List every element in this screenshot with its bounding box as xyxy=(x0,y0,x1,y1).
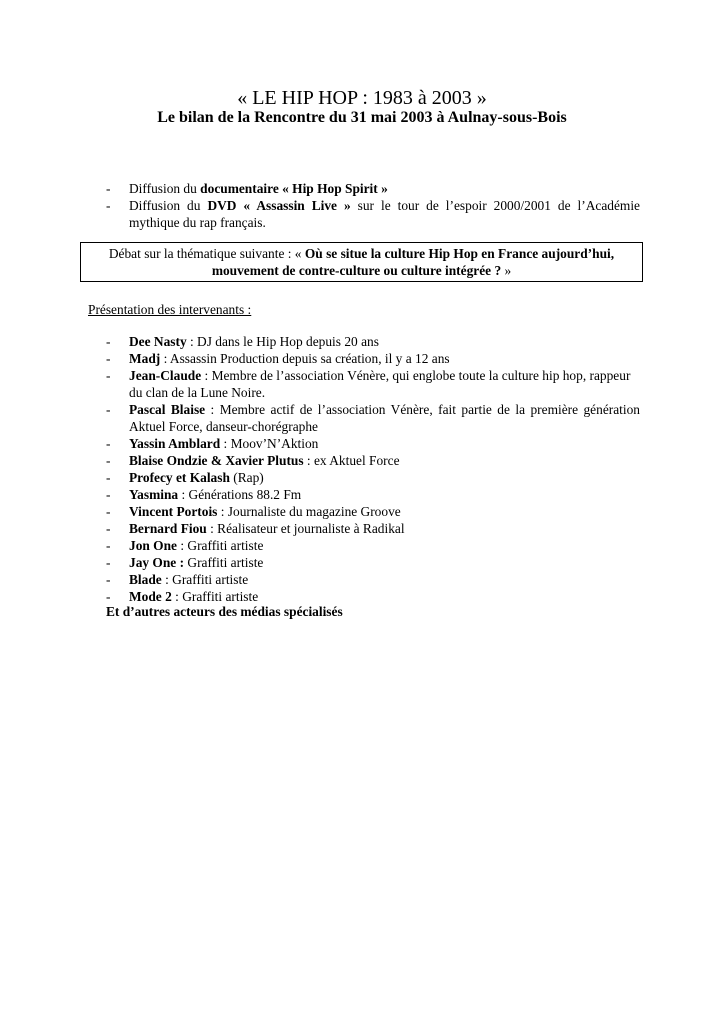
speaker-item xyxy=(106,367,640,401)
document-subtitle: Le bilan de la Rencontre du 31 mai 2003 à Aulnay-sous-Bois xyxy=(157,109,567,126)
speaker-name: Yassin Amblard xyxy=(129,436,221,451)
diffusion-title: documentaire « Hip Hop Spirit » xyxy=(200,181,388,196)
speaker-item xyxy=(106,435,640,452)
speaker-name: Pascal Blaise xyxy=(129,402,206,417)
speaker-desc: : Assassin Production depuis sa création, il y a 12 ans xyxy=(160,351,450,366)
bullet-dash: - xyxy=(106,402,111,417)
speaker-desc: : Graffiti artiste xyxy=(177,538,264,553)
speaker-desc: : Membre de l’association Vénère, qui englobe toute la culture hip hop, rappeur du clan de la Lune Noire. xyxy=(129,368,631,400)
speaker-desc: : DJ dans le Hip Hop depuis 20 ans xyxy=(186,334,379,349)
debate-prefix: Débat sur la thématique suivante : « xyxy=(108,246,305,261)
speaker-item xyxy=(106,503,640,520)
speaker-list xyxy=(106,333,640,605)
speaker-desc: : Graffiti artiste xyxy=(171,589,259,604)
speaker-item xyxy=(106,520,640,537)
bullet-dash: - xyxy=(106,487,111,502)
speaker-name: Mode 2 xyxy=(129,589,172,604)
debate-question: Où se situe la culture Hip Hop en France aujourd’hui, mouvement de contre-culture ou culture intégrée ? xyxy=(211,246,615,278)
speaker-desc: : Générations 88.2 Fm xyxy=(178,487,302,502)
closing-line: Et d’autres acteurs des médias spécialisés xyxy=(106,604,343,619)
speaker-name: Blaise Ondzie & Xavier Plutus xyxy=(129,453,304,468)
speaker-item xyxy=(106,350,640,367)
document-title: « LE HIP HOP : 1983 à 2003 » xyxy=(237,87,487,109)
diffusion-item xyxy=(106,180,640,197)
bullet-dash: - xyxy=(106,181,111,196)
speaker-item xyxy=(106,537,640,554)
bullet-dash: - xyxy=(106,470,111,485)
speaker-name: Jean-Claude xyxy=(129,368,202,383)
bullet-dash: - xyxy=(106,572,111,587)
speaker-name: Dee Nasty xyxy=(129,334,187,349)
bullet-dash: - xyxy=(106,334,111,349)
diffusion-prefix: Diffusion du xyxy=(129,181,201,196)
speaker-item xyxy=(106,486,640,503)
bullet-dash: - xyxy=(106,504,111,519)
speaker-name: Yasmina xyxy=(129,487,179,502)
speaker-name: Blade xyxy=(129,572,162,587)
speaker-item xyxy=(106,571,640,588)
speaker-desc: : Réalisateur et journaliste à Radikal xyxy=(206,521,405,536)
speaker-name: Jay One : xyxy=(129,555,185,570)
speaker-desc: : Membre actif de l’association Vénère, fait partie de la première génération Aktuel Force, danseur-chorégraphe xyxy=(129,402,641,434)
speaker-name: Madj xyxy=(129,351,161,366)
speaker-item xyxy=(106,554,640,571)
speaker-item xyxy=(106,452,640,469)
speaker-name: Bernard Fiou xyxy=(129,521,207,536)
diffusion-item xyxy=(106,197,640,231)
speaker-desc: Graffiti artiste xyxy=(184,555,264,570)
diffusion-rest: sur le tour de l’espoir 2000/2001 de l’Académie mythique du rap français. xyxy=(129,198,640,230)
diffusion-title: DVD « Assassin Live » xyxy=(207,198,351,213)
diffusion-prefix: Diffusion du xyxy=(129,198,208,213)
debate-suffix: » xyxy=(501,263,512,278)
speaker-name: Jon One xyxy=(129,538,177,553)
speaker-name: Profecy et Kalash xyxy=(129,470,230,485)
speaker-item xyxy=(106,333,640,350)
debate-box xyxy=(80,242,643,282)
speaker-desc: : Graffiti artiste xyxy=(161,572,249,587)
bullet-dash: - xyxy=(106,351,111,366)
bullet-dash: - xyxy=(106,555,111,570)
bullet-dash: - xyxy=(106,198,111,213)
speaker-desc: : Journaliste du magazine Groove xyxy=(217,504,401,519)
speaker-desc: : ex Aktuel Force xyxy=(303,453,400,468)
presentation-heading: Présentation des intervenants : xyxy=(88,302,252,317)
speaker-item xyxy=(106,469,640,486)
speaker-desc: (Rap) xyxy=(229,470,264,485)
bullet-dash: - xyxy=(106,589,111,604)
bullet-dash: - xyxy=(106,521,111,536)
bullet-dash: - xyxy=(106,453,111,468)
speaker-desc: : Moov’N’Aktion xyxy=(220,436,319,451)
bullet-dash: - xyxy=(106,538,111,553)
bullet-dash: - xyxy=(106,436,111,451)
diffusion-list xyxy=(106,180,640,231)
bullet-dash: - xyxy=(106,368,111,383)
speaker-item xyxy=(106,401,640,435)
speaker-name: Vincent Portois xyxy=(129,504,218,519)
